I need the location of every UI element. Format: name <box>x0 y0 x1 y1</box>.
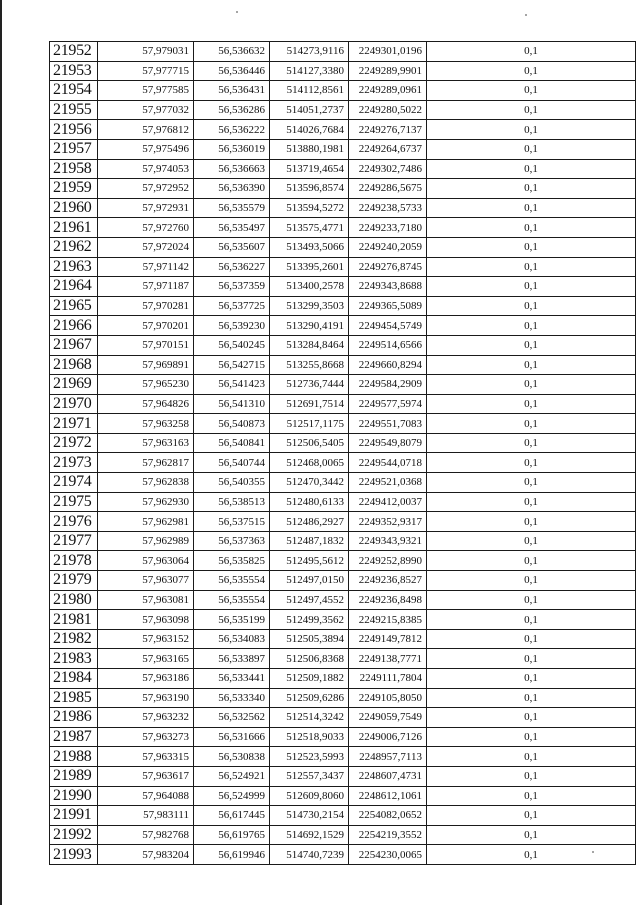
longitude-cell: 56,540245 <box>194 335 270 355</box>
longitude-cell: 56,531666 <box>194 727 270 747</box>
longitude-cell: 56,530838 <box>194 747 270 767</box>
x-coordinate-cell: 512497,4552 <box>270 590 349 610</box>
accuracy-cell: 0,1 <box>427 81 636 101</box>
longitude-cell: 56,534083 <box>194 629 270 649</box>
longitude-cell: 56,535825 <box>194 551 270 571</box>
point-number-cell: 21978 <box>50 551 98 571</box>
longitude-cell: 56,540873 <box>194 414 270 434</box>
x-coordinate-cell: 512497,0150 <box>270 571 349 591</box>
table-row <box>50 453 636 473</box>
point-number-cell: 21960 <box>50 198 98 218</box>
longitude-cell: 56,537725 <box>194 296 270 316</box>
point-number-cell: 21977 <box>50 531 98 551</box>
accuracy-cell: 0,1 <box>427 512 636 532</box>
point-number-cell: 21973 <box>50 453 98 473</box>
latitude-cell: 57,963315 <box>98 747 194 767</box>
longitude-cell: 56,536431 <box>194 81 270 101</box>
longitude-cell: 56,619946 <box>194 845 270 865</box>
latitude-cell: 57,963152 <box>98 629 194 649</box>
y-coordinate-cell: 2249660,8294 <box>349 355 427 375</box>
y-coordinate-cell: 2249233,7180 <box>349 218 427 238</box>
accuracy-cell: 0,1 <box>427 551 636 571</box>
table-row <box>50 512 636 532</box>
latitude-cell: 57,965230 <box>98 375 194 395</box>
y-coordinate-cell: 2249276,7137 <box>349 120 427 140</box>
scan-speck <box>236 11 238 13</box>
y-coordinate-cell: 2254230,0065 <box>349 845 427 865</box>
point-number-cell: 21984 <box>50 669 98 689</box>
point-number-cell: 21976 <box>50 512 98 532</box>
table-row <box>50 766 636 786</box>
y-coordinate-cell: 2249215,8385 <box>349 610 427 630</box>
point-number-cell: 21975 <box>50 492 98 512</box>
point-number-cell: 21992 <box>50 825 98 845</box>
latitude-cell: 57,983204 <box>98 845 194 865</box>
y-coordinate-cell: 2249549,8079 <box>349 433 427 453</box>
table-row <box>50 159 636 179</box>
table-row <box>50 355 636 375</box>
x-coordinate-cell: 514127,3380 <box>270 61 349 81</box>
accuracy-cell: 0,1 <box>427 786 636 806</box>
point-number-cell: 21990 <box>50 786 98 806</box>
latitude-cell: 57,962981 <box>98 512 194 532</box>
accuracy-cell: 0,1 <box>427 198 636 218</box>
y-coordinate-cell: 2249302,7486 <box>349 159 427 179</box>
longitude-cell: 56,533897 <box>194 649 270 669</box>
accuracy-cell: 0,1 <box>427 257 636 277</box>
accuracy-cell: 0,1 <box>427 414 636 434</box>
x-coordinate-cell: 513719,4654 <box>270 159 349 179</box>
x-coordinate-cell: 513596,8574 <box>270 179 349 199</box>
table-row <box>50 590 636 610</box>
x-coordinate-cell: 512509,1882 <box>270 669 349 689</box>
table-row <box>50 531 636 551</box>
latitude-cell: 57,970201 <box>98 316 194 336</box>
accuracy-cell: 0,1 <box>427 61 636 81</box>
point-number-cell: 21956 <box>50 120 98 140</box>
point-number-cell: 21986 <box>50 708 98 728</box>
y-coordinate-cell: 2249240,2059 <box>349 237 427 257</box>
point-number-cell: 21971 <box>50 414 98 434</box>
point-number-cell: 21957 <box>50 139 98 159</box>
table-row <box>50 277 636 297</box>
table-row <box>50 296 636 316</box>
table-row <box>50 551 636 571</box>
longitude-cell: 56,619765 <box>194 825 270 845</box>
x-coordinate-cell: 512506,5405 <box>270 433 349 453</box>
longitude-cell: 56,539230 <box>194 316 270 336</box>
longitude-cell: 56,533441 <box>194 669 270 689</box>
latitude-cell: 57,963232 <box>98 708 194 728</box>
longitude-cell: 56,540744 <box>194 453 270 473</box>
accuracy-cell: 0,1 <box>427 708 636 728</box>
y-coordinate-cell: 2249264,6737 <box>349 139 427 159</box>
table-row <box>50 414 636 434</box>
longitude-cell: 56,536632 <box>194 42 270 62</box>
latitude-cell: 57,971187 <box>98 277 194 297</box>
accuracy-cell: 0,1 <box>427 610 636 630</box>
latitude-cell: 57,969891 <box>98 355 194 375</box>
y-coordinate-cell: 2249006,7126 <box>349 727 427 747</box>
accuracy-cell: 0,1 <box>427 237 636 257</box>
x-coordinate-cell: 513594,5272 <box>270 198 349 218</box>
table-row <box>50 394 636 414</box>
y-coordinate-cell: 2249059,7549 <box>349 708 427 728</box>
y-coordinate-cell: 2249280,5022 <box>349 100 427 120</box>
accuracy-cell: 0,1 <box>427 473 636 493</box>
x-coordinate-cell: 512486,2927 <box>270 512 349 532</box>
longitude-cell: 56,540355 <box>194 473 270 493</box>
latitude-cell: 57,972760 <box>98 218 194 238</box>
y-coordinate-cell: 2249236,8527 <box>349 571 427 591</box>
x-coordinate-cell: 512691,7514 <box>270 394 349 414</box>
table-row <box>50 257 636 277</box>
y-coordinate-cell: 2249584,2909 <box>349 375 427 395</box>
y-coordinate-cell: 2249276,8745 <box>349 257 427 277</box>
y-coordinate-cell: 2249352,9317 <box>349 512 427 532</box>
longitude-cell: 56,536019 <box>194 139 270 159</box>
x-coordinate-cell: 512517,1175 <box>270 414 349 434</box>
page-left-edge <box>0 0 2 905</box>
accuracy-cell: 0,1 <box>427 825 636 845</box>
y-coordinate-cell: 2249521,0368 <box>349 473 427 493</box>
x-coordinate-cell: 513290,4191 <box>270 316 349 336</box>
longitude-cell: 56,524921 <box>194 766 270 786</box>
longitude-cell: 56,536663 <box>194 159 270 179</box>
accuracy-cell: 0,1 <box>427 139 636 159</box>
point-number-cell: 21965 <box>50 296 98 316</box>
table-row <box>50 727 636 747</box>
longitude-cell: 56,535497 <box>194 218 270 238</box>
y-coordinate-cell: 2249412,0037 <box>349 492 427 512</box>
point-number-cell: 21953 <box>50 61 98 81</box>
longitude-cell: 56,540841 <box>194 433 270 453</box>
x-coordinate-cell: 512495,5612 <box>270 551 349 571</box>
accuracy-cell: 0,1 <box>427 649 636 669</box>
point-number-cell: 21987 <box>50 727 98 747</box>
point-number-cell: 21980 <box>50 590 98 610</box>
latitude-cell: 57,963617 <box>98 766 194 786</box>
x-coordinate-cell: 513255,8668 <box>270 355 349 375</box>
table-row <box>50 316 636 336</box>
y-coordinate-cell: 2249138,7771 <box>349 649 427 669</box>
latitude-cell: 57,972024 <box>98 237 194 257</box>
table-row <box>50 669 636 689</box>
x-coordinate-cell: 512509,6286 <box>270 688 349 708</box>
point-number-cell: 21968 <box>50 355 98 375</box>
y-coordinate-cell: 2248607,4731 <box>349 766 427 786</box>
x-coordinate-cell: 513299,3503 <box>270 296 349 316</box>
accuracy-cell: 0,1 <box>427 120 636 140</box>
accuracy-cell: 0,1 <box>427 727 636 747</box>
y-coordinate-cell: 2249238,5733 <box>349 198 427 218</box>
latitude-cell: 57,972952 <box>98 179 194 199</box>
latitude-cell: 57,963190 <box>98 688 194 708</box>
table-row <box>50 100 636 120</box>
point-number-cell: 21958 <box>50 159 98 179</box>
x-coordinate-cell: 513395,2601 <box>270 257 349 277</box>
longitude-cell: 56,617445 <box>194 806 270 826</box>
point-number-cell: 21989 <box>50 766 98 786</box>
longitude-cell: 56,535199 <box>194 610 270 630</box>
x-coordinate-cell: 512557,3437 <box>270 766 349 786</box>
table-row <box>50 688 636 708</box>
x-coordinate-cell: 514692,1529 <box>270 825 349 845</box>
latitude-cell: 57,963165 <box>98 649 194 669</box>
point-number-cell: 21952 <box>50 42 98 62</box>
x-coordinate-cell: 512499,3562 <box>270 610 349 630</box>
latitude-cell: 57,963258 <box>98 414 194 434</box>
latitude-cell: 57,963081 <box>98 590 194 610</box>
accuracy-cell: 0,1 <box>427 394 636 414</box>
table-row <box>50 198 636 218</box>
point-number-cell: 21988 <box>50 747 98 767</box>
y-coordinate-cell: 2249577,5974 <box>349 394 427 414</box>
point-number-cell: 21955 <box>50 100 98 120</box>
latitude-cell: 57,979031 <box>98 42 194 62</box>
latitude-cell: 57,963064 <box>98 551 194 571</box>
table-row <box>50 629 636 649</box>
latitude-cell: 57,975496 <box>98 139 194 159</box>
point-number-cell: 21993 <box>50 845 98 865</box>
table-row <box>50 120 636 140</box>
table-row <box>50 845 636 865</box>
accuracy-cell: 0,1 <box>427 531 636 551</box>
longitude-cell: 56,536286 <box>194 100 270 120</box>
longitude-cell: 56,536390 <box>194 179 270 199</box>
x-coordinate-cell: 512505,3894 <box>270 629 349 649</box>
x-coordinate-cell: 512487,1832 <box>270 531 349 551</box>
table-row <box>50 747 636 767</box>
longitude-cell: 56,524999 <box>194 786 270 806</box>
y-coordinate-cell: 2249286,5675 <box>349 179 427 199</box>
table-row <box>50 786 636 806</box>
accuracy-cell: 0,1 <box>427 492 636 512</box>
accuracy-cell: 0,1 <box>427 296 636 316</box>
table-row <box>50 179 636 199</box>
x-coordinate-cell: 513575,4771 <box>270 218 349 238</box>
x-coordinate-cell: 513880,1981 <box>270 139 349 159</box>
point-number-cell: 21959 <box>50 179 98 199</box>
point-number-cell: 21983 <box>50 649 98 669</box>
y-coordinate-cell: 2249343,8688 <box>349 277 427 297</box>
y-coordinate-cell: 2254082,0652 <box>349 806 427 826</box>
accuracy-cell: 0,1 <box>427 433 636 453</box>
table-row <box>50 708 636 728</box>
accuracy-cell: 0,1 <box>427 179 636 199</box>
point-number-cell: 21974 <box>50 473 98 493</box>
x-coordinate-cell: 514740,7239 <box>270 845 349 865</box>
latitude-cell: 57,963098 <box>98 610 194 630</box>
accuracy-cell: 0,1 <box>427 806 636 826</box>
latitude-cell: 57,970281 <box>98 296 194 316</box>
latitude-cell: 57,972931 <box>98 198 194 218</box>
y-coordinate-cell: 2249236,8498 <box>349 590 427 610</box>
table-row <box>50 218 636 238</box>
longitude-cell: 56,541310 <box>194 394 270 414</box>
table-row <box>50 571 636 591</box>
accuracy-cell: 0,1 <box>427 355 636 375</box>
y-coordinate-cell: 2249252,8990 <box>349 551 427 571</box>
x-coordinate-cell: 512609,8060 <box>270 786 349 806</box>
latitude-cell: 57,962817 <box>98 453 194 473</box>
longitude-cell: 56,541423 <box>194 375 270 395</box>
longitude-cell: 56,535607 <box>194 237 270 257</box>
latitude-cell: 57,963273 <box>98 727 194 747</box>
point-number-cell: 21981 <box>50 610 98 630</box>
point-number-cell: 21966 <box>50 316 98 336</box>
point-number-cell: 21991 <box>50 806 98 826</box>
longitude-cell: 56,535554 <box>194 571 270 591</box>
longitude-cell: 56,533340 <box>194 688 270 708</box>
table-row <box>50 61 636 81</box>
longitude-cell: 56,532562 <box>194 708 270 728</box>
x-coordinate-cell: 512523,5993 <box>270 747 349 767</box>
x-coordinate-cell: 512470,3442 <box>270 473 349 493</box>
point-number-cell: 21985 <box>50 688 98 708</box>
point-number-cell: 21962 <box>50 237 98 257</box>
latitude-cell: 57,971142 <box>98 257 194 277</box>
point-number-cell: 21964 <box>50 277 98 297</box>
x-coordinate-cell: 514112,8561 <box>270 81 349 101</box>
table-row <box>50 42 636 62</box>
latitude-cell: 57,963186 <box>98 669 194 689</box>
accuracy-cell: 0,1 <box>427 100 636 120</box>
x-coordinate-cell: 513284,8464 <box>270 335 349 355</box>
latitude-cell: 57,983111 <box>98 806 194 826</box>
accuracy-cell: 0,1 <box>427 747 636 767</box>
table-row <box>50 335 636 355</box>
accuracy-cell: 0,1 <box>427 629 636 649</box>
y-coordinate-cell: 2249514,6566 <box>349 335 427 355</box>
x-coordinate-cell: 512480,6133 <box>270 492 349 512</box>
accuracy-cell: 0,1 <box>427 42 636 62</box>
x-coordinate-cell: 514273,9116 <box>270 42 349 62</box>
accuracy-cell: 0,1 <box>427 277 636 297</box>
point-number-cell: 21969 <box>50 375 98 395</box>
y-coordinate-cell: 2249105,8050 <box>349 688 427 708</box>
accuracy-cell: 0,1 <box>427 590 636 610</box>
x-coordinate-cell: 514051,2737 <box>270 100 349 120</box>
x-coordinate-cell: 512736,7444 <box>270 375 349 395</box>
table-row <box>50 825 636 845</box>
point-number-cell: 21967 <box>50 335 98 355</box>
y-coordinate-cell: 2249289,0961 <box>349 81 427 101</box>
longitude-cell: 56,537359 <box>194 277 270 297</box>
y-coordinate-cell: 2249343,9321 <box>349 531 427 551</box>
y-coordinate-cell: 2249551,7083 <box>349 414 427 434</box>
y-coordinate-cell: 2254219,3552 <box>349 825 427 845</box>
latitude-cell: 57,970151 <box>98 335 194 355</box>
latitude-cell: 57,977585 <box>98 81 194 101</box>
table-row <box>50 649 636 669</box>
point-number-cell: 21954 <box>50 81 98 101</box>
table-row <box>50 433 636 453</box>
latitude-cell: 57,964826 <box>98 394 194 414</box>
longitude-cell: 56,542715 <box>194 355 270 375</box>
longitude-cell: 56,535554 <box>194 590 270 610</box>
y-coordinate-cell: 2249289,9901 <box>349 61 427 81</box>
x-coordinate-cell: 512514,3242 <box>270 708 349 728</box>
longitude-cell: 56,536446 <box>194 61 270 81</box>
accuracy-cell: 0,1 <box>427 375 636 395</box>
latitude-cell: 57,963077 <box>98 571 194 591</box>
point-number-cell: 21961 <box>50 218 98 238</box>
table-row <box>50 139 636 159</box>
x-coordinate-cell: 513400,2578 <box>270 277 349 297</box>
x-coordinate-cell: 512468,0065 <box>270 453 349 473</box>
point-number-cell: 21972 <box>50 433 98 453</box>
latitude-cell: 57,963163 <box>98 433 194 453</box>
latitude-cell: 57,977032 <box>98 100 194 120</box>
longitude-cell: 56,537515 <box>194 512 270 532</box>
longitude-cell: 56,535579 <box>194 198 270 218</box>
x-coordinate-cell: 514026,7684 <box>270 120 349 140</box>
point-number-cell: 21963 <box>50 257 98 277</box>
table-row <box>50 375 636 395</box>
accuracy-cell: 0,1 <box>427 688 636 708</box>
accuracy-cell: 0,1 <box>427 766 636 786</box>
latitude-cell: 57,962838 <box>98 473 194 493</box>
accuracy-cell: 0,1 <box>427 316 636 336</box>
point-number-cell: 21982 <box>50 629 98 649</box>
y-coordinate-cell: 2249301,0196 <box>349 42 427 62</box>
table-row <box>50 806 636 826</box>
accuracy-cell: 0,1 <box>427 571 636 591</box>
accuracy-cell: 0,1 <box>427 218 636 238</box>
accuracy-cell: 0,1 <box>427 453 636 473</box>
point-number-cell: 21979 <box>50 571 98 591</box>
accuracy-cell: 0,1 <box>427 335 636 355</box>
y-coordinate-cell: 2249111,7804 <box>349 669 427 689</box>
coordinates-table <box>49 41 636 865</box>
latitude-cell: 57,964088 <box>98 786 194 806</box>
x-coordinate-cell: 513493,5066 <box>270 237 349 257</box>
y-coordinate-cell: 2249365,5089 <box>349 296 427 316</box>
table-row <box>50 492 636 512</box>
latitude-cell: 57,962989 <box>98 531 194 551</box>
y-coordinate-cell: 2248957,7113 <box>349 747 427 767</box>
accuracy-cell: 0,1 <box>427 159 636 179</box>
point-number-cell: 21970 <box>50 394 98 414</box>
x-coordinate-cell: 512506,8368 <box>270 649 349 669</box>
latitude-cell: 57,976812 <box>98 120 194 140</box>
longitude-cell: 56,536222 <box>194 120 270 140</box>
latitude-cell: 57,962930 <box>98 492 194 512</box>
y-coordinate-cell: 2249149,7812 <box>349 629 427 649</box>
latitude-cell: 57,977715 <box>98 61 194 81</box>
coordinates-table-body <box>50 42 636 865</box>
longitude-cell: 56,536227 <box>194 257 270 277</box>
accuracy-cell: 0,1 <box>427 845 636 865</box>
table-row <box>50 237 636 257</box>
longitude-cell: 56,538513 <box>194 492 270 512</box>
latitude-cell: 57,974053 <box>98 159 194 179</box>
scan-speck <box>525 14 527 16</box>
table-row <box>50 473 636 493</box>
latitude-cell: 57,982768 <box>98 825 194 845</box>
y-coordinate-cell: 2248612,1061 <box>349 786 427 806</box>
y-coordinate-cell: 2249544,0718 <box>349 453 427 473</box>
table-row <box>50 610 636 630</box>
table-row <box>50 81 636 101</box>
y-coordinate-cell: 2249454,5749 <box>349 316 427 336</box>
accuracy-cell: 0,1 <box>427 669 636 689</box>
x-coordinate-cell: 512518,9033 <box>270 727 349 747</box>
x-coordinate-cell: 514730,2154 <box>270 806 349 826</box>
longitude-cell: 56,537363 <box>194 531 270 551</box>
